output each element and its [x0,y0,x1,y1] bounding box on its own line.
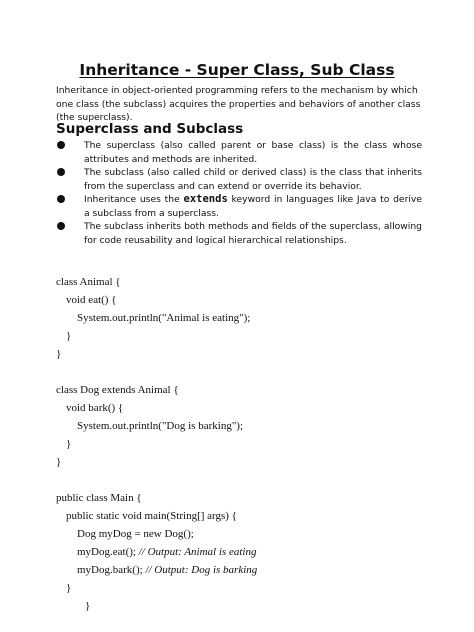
extends-keyword: extends [183,193,228,205]
list-item [56,139,422,166]
code-line: void bark() { [66,402,124,414]
code-blank-line [56,363,436,381]
bullet-text-after: keyword in languages like Java to derive a subclass from a superclass. [84,194,422,219]
code-line: } [85,600,91,612]
code-line: public static void main(String[] args) { [66,510,237,522]
list-item [56,166,422,193]
bullet-dot-icon [57,141,65,149]
bullet-text: The subclass inherits both methods and fields of the superclass, allowing for code reusability and logical hierarchical relationships. [84,221,422,246]
list-item [56,220,422,247]
intro-paragraph: Inheritance in object-oriented programming refers to the mechanism by which one class (the subclass) acquires the properties and behaviors of another class (the superclass). [56,85,421,123]
code-line: } [66,438,72,450]
code-line: void eat() { [66,294,117,306]
code-line: } [56,456,62,468]
code-comment: // Output: Animal is eating [138,546,257,558]
code-comment: // Output: Dog is barking [145,564,258,576]
code-line [56,561,436,579]
code-block [56,273,436,615]
bullet-dot-icon [57,195,65,203]
code-statement: myDog.bark(); [77,564,146,576]
bullet-dot-icon [57,168,65,176]
code-line: } [66,330,72,342]
code-line [56,543,436,561]
code-line: Dog myDog = new Dog(); [77,528,194,540]
code-line: class Dog extends Animal { [56,384,179,396]
code-line: System.out.println("Animal is eating"); [77,312,251,324]
code-line: System.out.println("Dog is barking"); [77,420,244,432]
document-title: Inheritance - Super Class, Sub Class [79,61,395,79]
code-line: } [66,582,72,594]
bullet-text-before: Inheritance uses the [84,194,184,205]
code-line: } [56,348,62,360]
code-line: class Animal { [56,276,121,288]
bullet-text: The superclass (also called parent or base class) is the class whose attributes and methods are inherited. [84,140,422,165]
list-item [56,193,422,220]
code-line: public class Main { [56,492,142,504]
code-statement: myDog.eat(); [77,546,139,558]
section-heading: Superclass and Subclass [56,121,244,137]
code-blank-line [56,471,436,489]
bullet-list [56,139,422,247]
bullet-dot-icon [57,222,65,230]
bullet-text: The subclass (also called child or derived class) is the class that inherits from the superclass and can extend or override its behavior. [84,167,422,192]
